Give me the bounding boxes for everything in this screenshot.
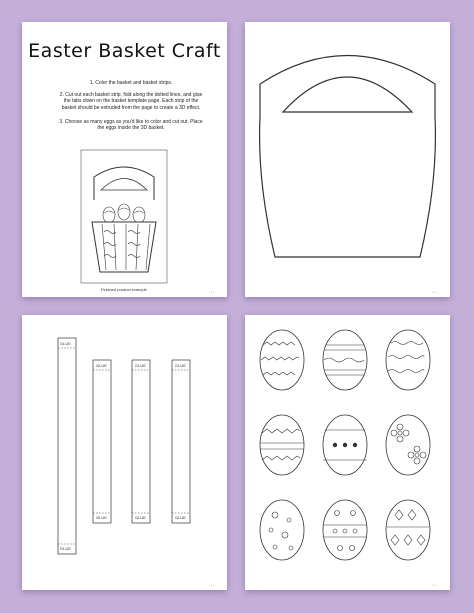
example-caption: Finished product example bbox=[101, 287, 147, 292]
instructions-page bbox=[22, 22, 227, 297]
glue-label: GLUE bbox=[175, 515, 186, 520]
egg bbox=[386, 330, 430, 390]
egg bbox=[260, 500, 304, 560]
egg bbox=[260, 330, 304, 390]
glue-label: GLUE bbox=[175, 363, 186, 368]
footer-logo: ••• bbox=[432, 290, 439, 294]
basket-strips-page bbox=[22, 315, 227, 590]
step-3: 3. Choose as many eggs as you'd like to color and cut out. Place the eggs inside the 3D basket. bbox=[59, 119, 203, 132]
eggs-page bbox=[245, 315, 450, 590]
step-1: 1. Color the basket and basket strips. bbox=[89, 80, 173, 86]
basket-template-page bbox=[245, 22, 450, 297]
glue-label: GLUE bbox=[60, 546, 71, 551]
egg bbox=[323, 500, 367, 560]
egg bbox=[323, 330, 367, 390]
eggs-grid bbox=[245, 315, 450, 590]
footer-logo: ••• bbox=[209, 583, 216, 587]
glue-label: GLUE bbox=[96, 515, 107, 520]
glue-label: GLUE bbox=[135, 515, 146, 520]
egg bbox=[386, 415, 430, 475]
glue-label: GLUE bbox=[135, 363, 146, 368]
footer-logo: ••• bbox=[432, 583, 439, 587]
glue-label: GLUE bbox=[96, 363, 107, 368]
basket-strips bbox=[22, 315, 227, 590]
egg bbox=[260, 415, 304, 475]
glue-label: GLUE bbox=[60, 341, 71, 346]
egg bbox=[386, 500, 430, 560]
footer-logo: ••• bbox=[209, 290, 216, 294]
finished-basket-example bbox=[22, 22, 227, 297]
basket-template bbox=[245, 22, 450, 297]
page-title: Easter Basket Craft bbox=[28, 40, 221, 62]
step-2: 2. Cut out each basket strip, fold along the dotted lines, and glue the tabs down on the basket template page. Each strip of the basket should be extruded from the page to create a 3D effect. bbox=[59, 92, 203, 111]
